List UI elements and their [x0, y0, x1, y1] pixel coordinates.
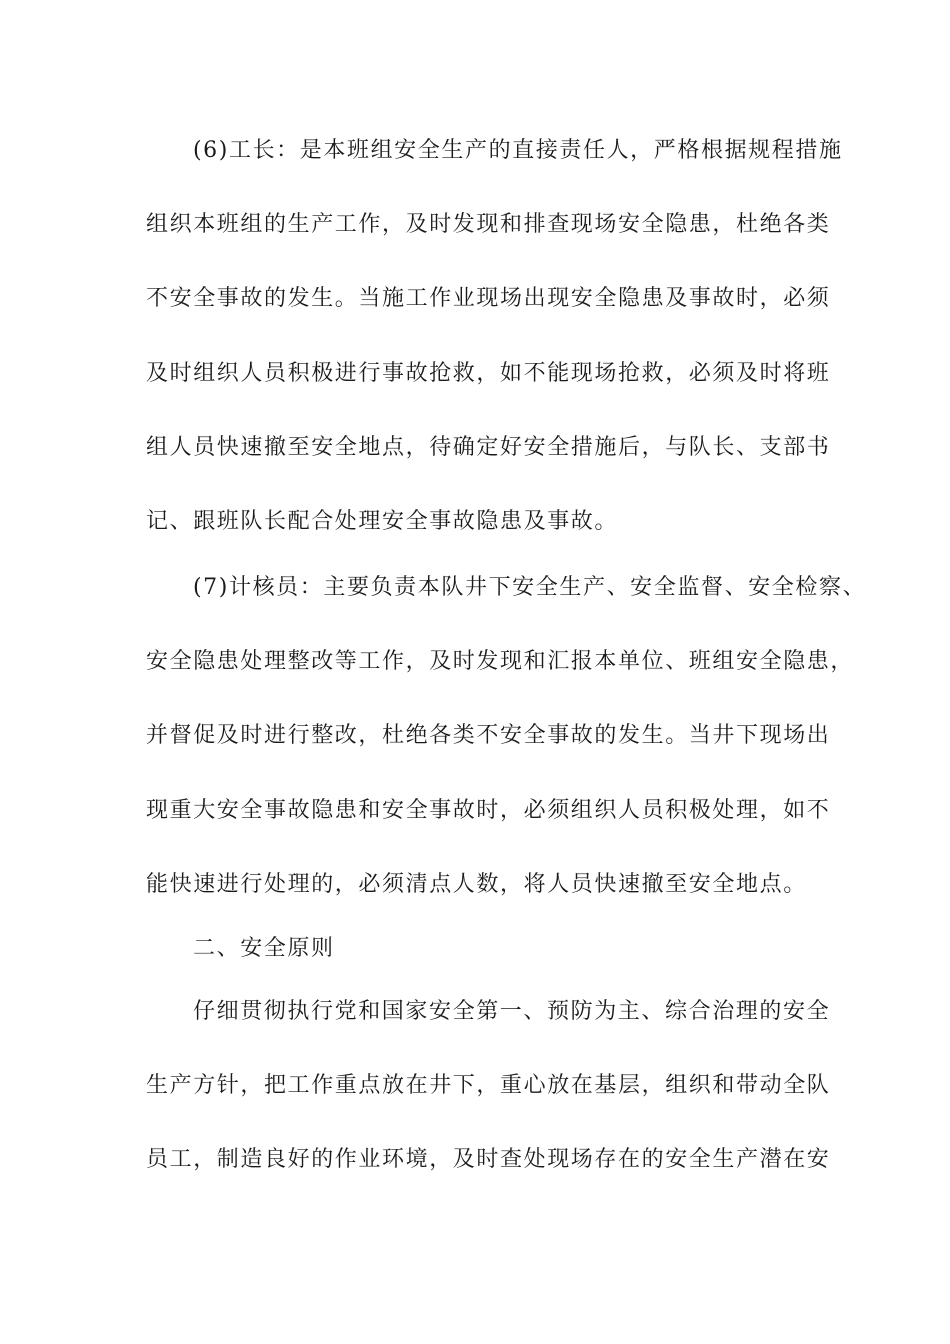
text-line: (6)工长：是本班组安全生产的直接责任人，严格根据规程措施	[193, 138, 843, 163]
text-line: 组人员快速撤至安全地点，待确定好安全措施后，与队长、支部书	[146, 435, 831, 460]
text-line: 生产方针，把工作重点放在井下，重心放在基层，组织和带动全队	[146, 1073, 831, 1098]
text-line: 并督促及时进行整改，杜绝各类不安全事故的发生。当井下现场出	[146, 723, 831, 748]
text-line: 能快速进行处理的，必须清点人数，将人员快速撤至安全地点。	[146, 872, 807, 897]
text-line: 仔细贯彻执行党和国家安全第一、预防为主、综合治理的安全	[193, 999, 831, 1024]
section-heading: 二、安全原则	[193, 936, 335, 961]
text-line: 记、跟班队长配合处理安全事故隐患及事故。	[146, 509, 619, 534]
text-line: 安全隐患处理整改等工作，及时发现和汇报本单位、班组安全隐患，	[146, 649, 855, 674]
text-line: 现重大安全事故隐患和安全事故时，必须组织人员积极处理，如不	[146, 798, 831, 823]
text-line: 及时组织人员积极进行事故抢救，如不能现场抢救，必须及时将班	[146, 361, 831, 386]
text-line: 员工，制造良好的作业环境，及时查处现场存在的安全生产潜在安	[146, 1147, 831, 1172]
text-line: 不安全事故的发生。当施工作业现场出现安全隐患及事故时，必须	[146, 286, 831, 311]
text-line: 组织本班组的生产工作，及时发现和排查现场安全隐患，杜绝各类	[146, 212, 831, 237]
text-line: (7)计核员：主要负责本队井下安全生产、安全监督、安全检察、	[193, 575, 867, 600]
